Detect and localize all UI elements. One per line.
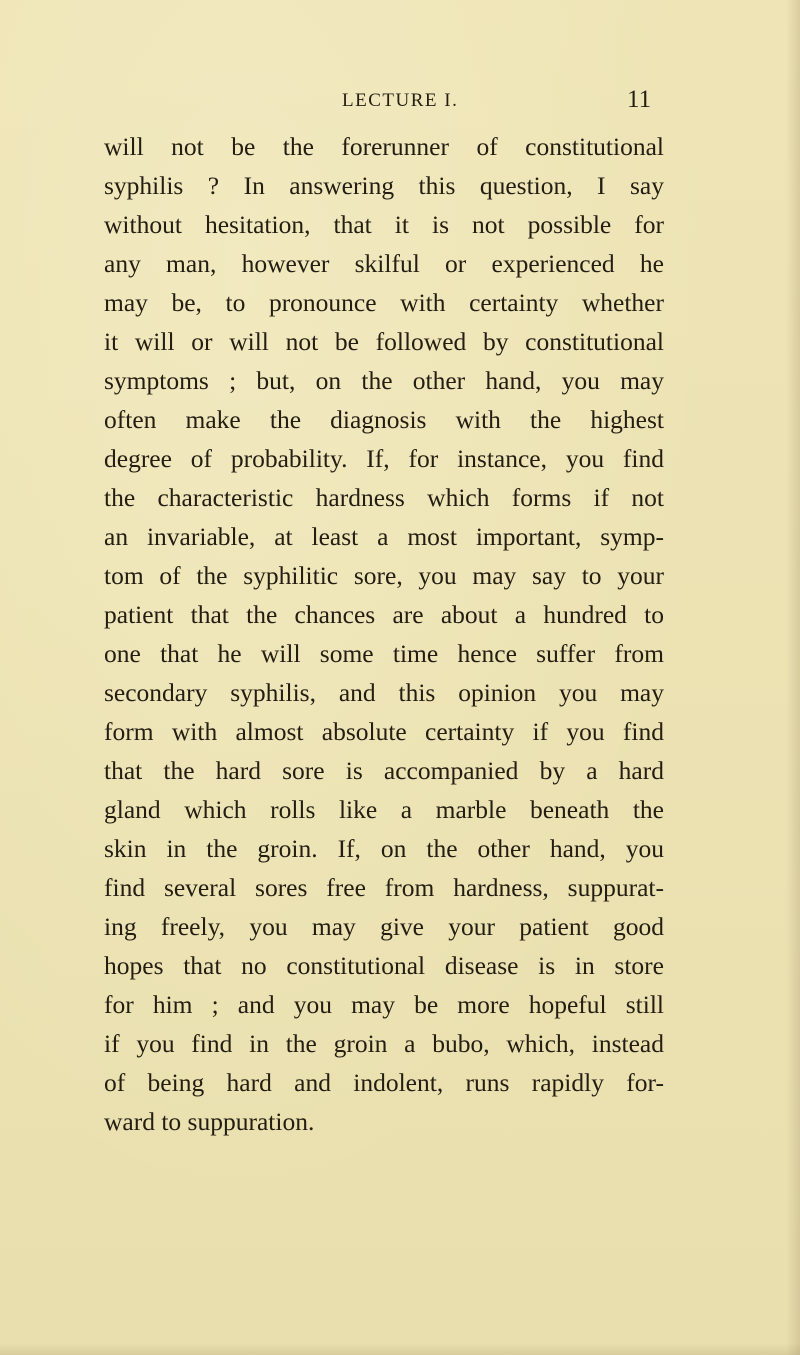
- text-line: hopes that no constitutional disease is in store: [104, 951, 664, 980]
- text-line: if you find in the groin a bubo, which, instead: [104, 1029, 664, 1058]
- page-edge-shadow: [786, 0, 800, 1355]
- text-line: form with almost absolute certainty if you find: [104, 717, 664, 746]
- text-line: degree of probability. If, for instance, you find: [104, 444, 664, 473]
- running-head: LECTURE I.: [342, 90, 459, 111]
- text-line: it will or will not be followed by constitutional: [104, 327, 664, 356]
- body-text: [104, 127, 664, 1141]
- page-header: [0, 84, 800, 114]
- text-line: gland which rolls like a marble beneath the: [104, 795, 664, 824]
- text-line: patient that the chances are about a hundred to: [104, 600, 664, 629]
- text-line-last: ward to suppuration.: [104, 1107, 315, 1136]
- text-line: for him ; and you may be more hopeful still: [104, 990, 664, 1019]
- text-line: an invariable, at least a most important, symp-: [104, 522, 664, 551]
- text-line: skin in the groin. If, on the other hand, you: [104, 834, 664, 863]
- text-line: tom of the syphilitic sore, you may say to your: [104, 561, 664, 590]
- text-line: may be, to pronounce with certainty whether: [104, 288, 664, 317]
- text-line: symptoms ; but, on the other hand, you may: [104, 366, 664, 395]
- text-line: that the hard sore is accompanied by a hard: [104, 756, 664, 785]
- text-line: secondary syphilis, and this opinion you may: [104, 678, 664, 707]
- text-line: without hesitation, that it is not possible for: [104, 210, 664, 239]
- text-line: the characteristic hardness which forms if not: [104, 483, 664, 512]
- text-line: ing freely, you may give your patient good: [104, 912, 664, 941]
- text-line: syphilis ? In answering this question, I say: [104, 171, 664, 200]
- page-number: 11: [627, 86, 652, 113]
- text-line: will not be the forerunner of constitutional: [104, 132, 664, 161]
- page-bottom-shadow: [0, 1343, 800, 1355]
- text-line: of being hard and indolent, runs rapidly for-: [104, 1068, 664, 1097]
- text-line: one that he will some time hence suffer from: [104, 639, 664, 668]
- text-line: often make the diagnosis with the highest: [104, 405, 664, 434]
- text-line: find several sores free from hardness, suppurat-: [104, 873, 664, 902]
- text-line: any man, however skilful or experienced he: [104, 249, 664, 278]
